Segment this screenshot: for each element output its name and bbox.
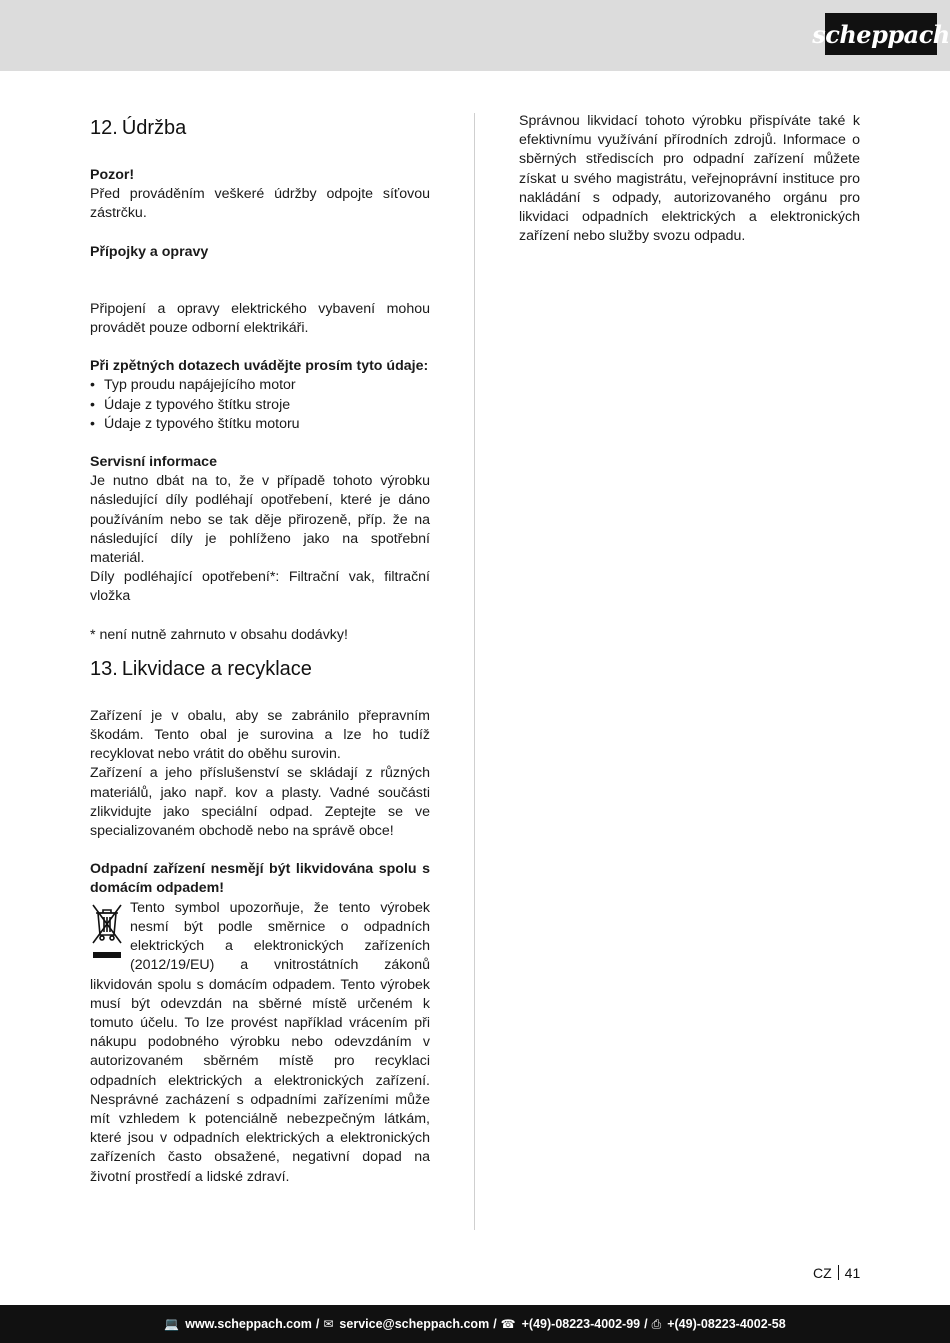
footer-email[interactable]: service@scheppach.com xyxy=(339,1317,490,1331)
phone-icon: ☎ xyxy=(500,1317,516,1331)
dotazy-list xyxy=(90,376,430,434)
list-item: • Údaje z typového štítku motoru xyxy=(90,415,430,434)
right-column xyxy=(519,112,860,246)
servis-text: Je nutno dbát na to, že v případě tohoto výrobku následující díly podléhají opotřebení, které je dáno používáním nebo se tak děje přirozeně, příp. že na následující díly je pohlíženo jako na spotřební materiál. xyxy=(90,473,430,567)
disposal-para-2: Zařízení a jeho příslušenství se skládají z různých materiálů, jako např. kov a plasty. Vadné součásti zlikvidujte jako speciální odpad. Zeptejte se ve specializovaném obchodě nebo na správě obce! xyxy=(90,765,430,840)
servis-label: Servisní informace xyxy=(90,454,217,471)
list-item: • Údaje z typového štítku stroje xyxy=(90,396,430,415)
household-waste-warning: Odpadní zařízení nesmějí být likvidována spolu s domácím odpadem! xyxy=(90,861,430,897)
brand-logo: scheppach xyxy=(825,13,937,55)
disposal-para-1: Zařízení je v obalu, aby se zabránilo přepravním škodám. Tento obal je surovina a lze ho tudíž recyklovat nebo vrátit do oběhu surovin. xyxy=(90,707,430,763)
dily-text: Díly podléhající opotřebení*: Filtrační vak, filtrační vložka xyxy=(90,569,430,605)
weee-text: Tento symbol upozorňuje, že tento výrobek nesmí být podle směrnice o odpadních elektrických a elektronických zařízeních (2012/19/EU) a vnitrostátních zákonů likvidován spolu s domácím odpadem. Tento výrobek musí být odevzdán na sběrné místě určeném k tomuto účelu. To lze provést například vrácením při nákupu podobného výrobku nebo odevzdáním v autorizovaném sběrném místě pro recyklaci odpadních elektrických a elektronických zařízení. Nesprávné zacházení s odpadními zařízeními může mít vzhledem k potenciálně nebezpečným látkám, které jsou v odpadních elektrických a elektronických zařízeních často obsažené, negativní dopad na životní prostředí a lidské zdraví. xyxy=(90,899,430,1185)
computer-icon: 💻 xyxy=(164,1317,180,1331)
pozor-label: Pozor! xyxy=(90,167,135,183)
footer-web[interactable]: www.scheppach.com xyxy=(185,1317,312,1331)
fax-icon: ⎙ xyxy=(651,1316,662,1331)
list-item: • Typ proudu napájejícího motor xyxy=(90,376,430,395)
pozor-text: Před prováděním veškeré údržby odpojte síťovou zástrčku. xyxy=(90,186,430,222)
left-column xyxy=(90,112,430,1187)
crossed-bin-icon xyxy=(90,901,124,963)
footer-phone: +(49)-08223-4002-99 xyxy=(521,1317,641,1331)
recycling-info-text: Správnou likvidací tohoto výrobku přispíváte také k efektivnímu využívání přírodních zdrojů. Informace o sběrných střediscích pro odpadní zařízení můžete získat u svého magistrátu, veřejnoprávní instituce pro nakládání s odpady, autorizovaného orgánu pro likvidaci odpadních elektrických a elektronických zařízení nebo služby svozu odpadu. xyxy=(519,113,860,245)
section-13-heading: 13. Likvidace a recyklace xyxy=(90,657,312,680)
email-icon: ✉ xyxy=(323,1317,334,1331)
pripojky-text: Připojení a opravy elektrického vybavení mohou provádět pouze odborní elektrikáři. xyxy=(90,300,430,337)
weee-block xyxy=(90,899,430,1187)
header-bar xyxy=(0,0,950,71)
footnote: * není nutně zahrnuto v obsahu dodávky! xyxy=(90,626,348,643)
column-divider xyxy=(474,113,475,1230)
section-12-heading: 12. Údržba xyxy=(90,117,187,139)
page-number: CZ 41 xyxy=(813,1265,861,1281)
footer-fax: +(49)-08223-4002-58 xyxy=(667,1317,786,1331)
pripojky-label: Přípojky a opravy xyxy=(90,243,209,260)
dotazy-label: Při zpětných dotazech uvádějte prosím tyto údaje: xyxy=(90,358,429,375)
footer-bar: 💻 www.scheppach.com / ✉ service@scheppach.com / ☎ +(49)-08223-4002-99 / ⎙ +(49)-08223-4002-58 xyxy=(0,1305,950,1343)
